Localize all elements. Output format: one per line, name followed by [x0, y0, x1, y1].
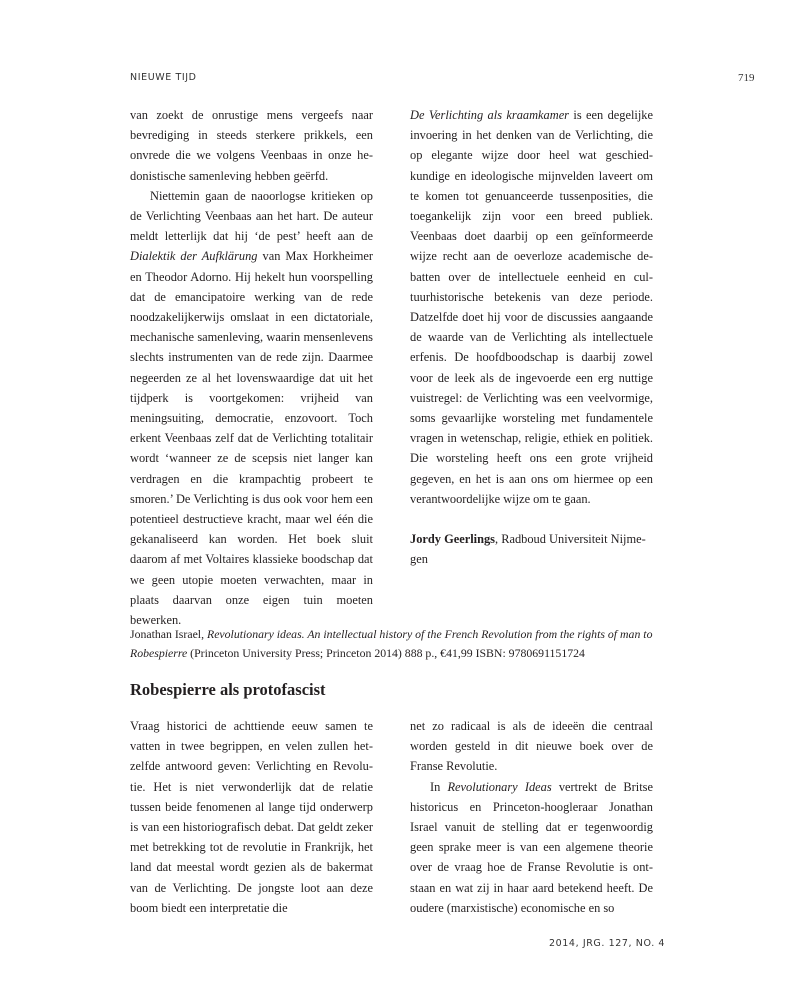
- review2-column-right: [410, 716, 653, 918]
- book-title: Revolutionary ideas. An intellectual history of the French Revolution from the rights of man to Robespierre: [130, 627, 653, 660]
- book-details: (Princeton University Press; Princeton 2014) 888 p., €41,99 ISBN: 9780691151724: [187, 646, 585, 660]
- text-run: In: [430, 779, 448, 794]
- italic-book-title: De Verlichting als kraamkamer: [410, 108, 570, 122]
- review1-column-right: [410, 105, 653, 569]
- paragraph: net zo radicaal is als de ideeën die centraal worden gesteld in dit nieuwe boek over de Franse Revolutie.: [410, 719, 653, 774]
- paragraph: [410, 777, 653, 918]
- paragraph: [410, 105, 653, 509]
- reviewer-name: Jordy Geerlings: [410, 532, 496, 547]
- review-title: Robespierre als protofascist: [130, 680, 326, 699]
- page-number: 719: [738, 72, 755, 84]
- text-run: Niettemin gaan de naoorlogse kritieken op de Verlichting Veenbaas aan het hart. De auteur meldt letterlijk dat hij ‘de pest’ heeft aan de: [130, 188, 373, 244]
- reviewer-signature: [410, 529, 653, 569]
- review1-column-left: [130, 105, 373, 630]
- italic-book-title: Revolutionary Ideas: [447, 779, 552, 794]
- text-run: van Max Horkheimer en Theodor Adorno. Hij hekelt hun voorspelling dat de emancipatoire werking van de rede noodzakelijkerwijs omslaat in een dictatoriale, mechanische samenleving, waarin mensenlevens slechts instrumenten van de rede zijn. Daarmee negeerden ze al het lovenswaardige dat uit het tijdperk is voortgekomen: vrijheid van meningsuiting, democratie, enzovoort. Toch erkent Veenbaas zelf dat de Verlichting totalitair wordt ‘wanneer ze de scepsis niet langer kan verdragen en die krampachtig probeert te smoren.’ De Verlichting is dus ook voor hem een potentieel destructieve kracht, maar wel één die gekanaliseerd kan worden. Het boek sluit daarom af met Voltaires klassieke boodschap dat we geen utopie moeten verwachten, maar in plaats daarvan onze eigen tuin moeten bewerken.: [130, 249, 373, 628]
- paragraph: van zoekt de onrustige mens vergeefs naar bevrediging in steeds sterkere prikkels, een onvrede die we volgens Veenbaas in onze hedonistische samenleving hebben geërfd.: [130, 108, 373, 183]
- review2-column-left: [130, 716, 373, 918]
- paragraph: [130, 186, 373, 630]
- running-footer-issue: 2014, JRG. 127, NO. 4: [549, 938, 666, 949]
- bibliographic-reference: [130, 625, 670, 663]
- running-header-section: NIEUWE TIJD: [130, 72, 197, 83]
- paragraph: Vraag historici de achttiende eeuw samen te vatten in twee begrippen, en velen zullen hetzelfde antwoord geven: Verlichting en Revolutie. Het is niet verwonderlijk dat de relatie tussen beide fenomenen al lange tijd onderwerp is van een historiografisch debat. Dat geldt zeker met betrekking tot de revolutie in Frankrijk, het land dat meestal wordt gezien als de bakermat van de Verlichting. De jongste loot aan deze boom biedt een interpretatie die: [130, 719, 373, 915]
- reviewer-affiliation: , Radboud Universiteit Nijmegen: [410, 532, 646, 567]
- book-author: Jonathan Israel,: [130, 627, 207, 641]
- italic-book-title: Dialektik der Aufklärung: [130, 249, 258, 264]
- text-run: is een degelijke invoering in het denken van de Verlichting, die op elegante wijze door heel wat geschiedkundige en ideologische mijnvelden laveert om te komen tot genuanceerde tussenposities, die toegankelijk zijn voor een breed publiek. Veenbaas doet daarbij op een geïnformeerde wijze recht aan de oeverloze academische debatten over de intellectuele eenheid en cultuurhistorische betekenis van deze periode. Datzelfde doet hij voor de discussies aangaande de waarde van de Verlichting als intellectuele erfenis. De hoofdboodschap is daarbij zowel voor de leek als de ingevoerde een erg nuttige vuistregel: de Verlichting was een veelvormige, soms gevaarlijke worsteling met fundamentele vragen in wetenschap, religie, ethiek en politiek. Die worsteling heeft ons een grote vrijheid gegeven, en het is aan ons om hiermee op een verantwoordelijke wijze om te gaan.: [410, 108, 653, 506]
- text-run: vertrekt de Britse historicus en Princeton-hoogleraar Jonathan Israel vanuit de stelling dat er tegenwoordig geen sprake meer is van een algemene theorie over de vraag hoe de Franse Revolutie is ontstaan en wat zij in haar aard betekend heeft. De oudere (marxistische) economische en so: [410, 779, 653, 915]
